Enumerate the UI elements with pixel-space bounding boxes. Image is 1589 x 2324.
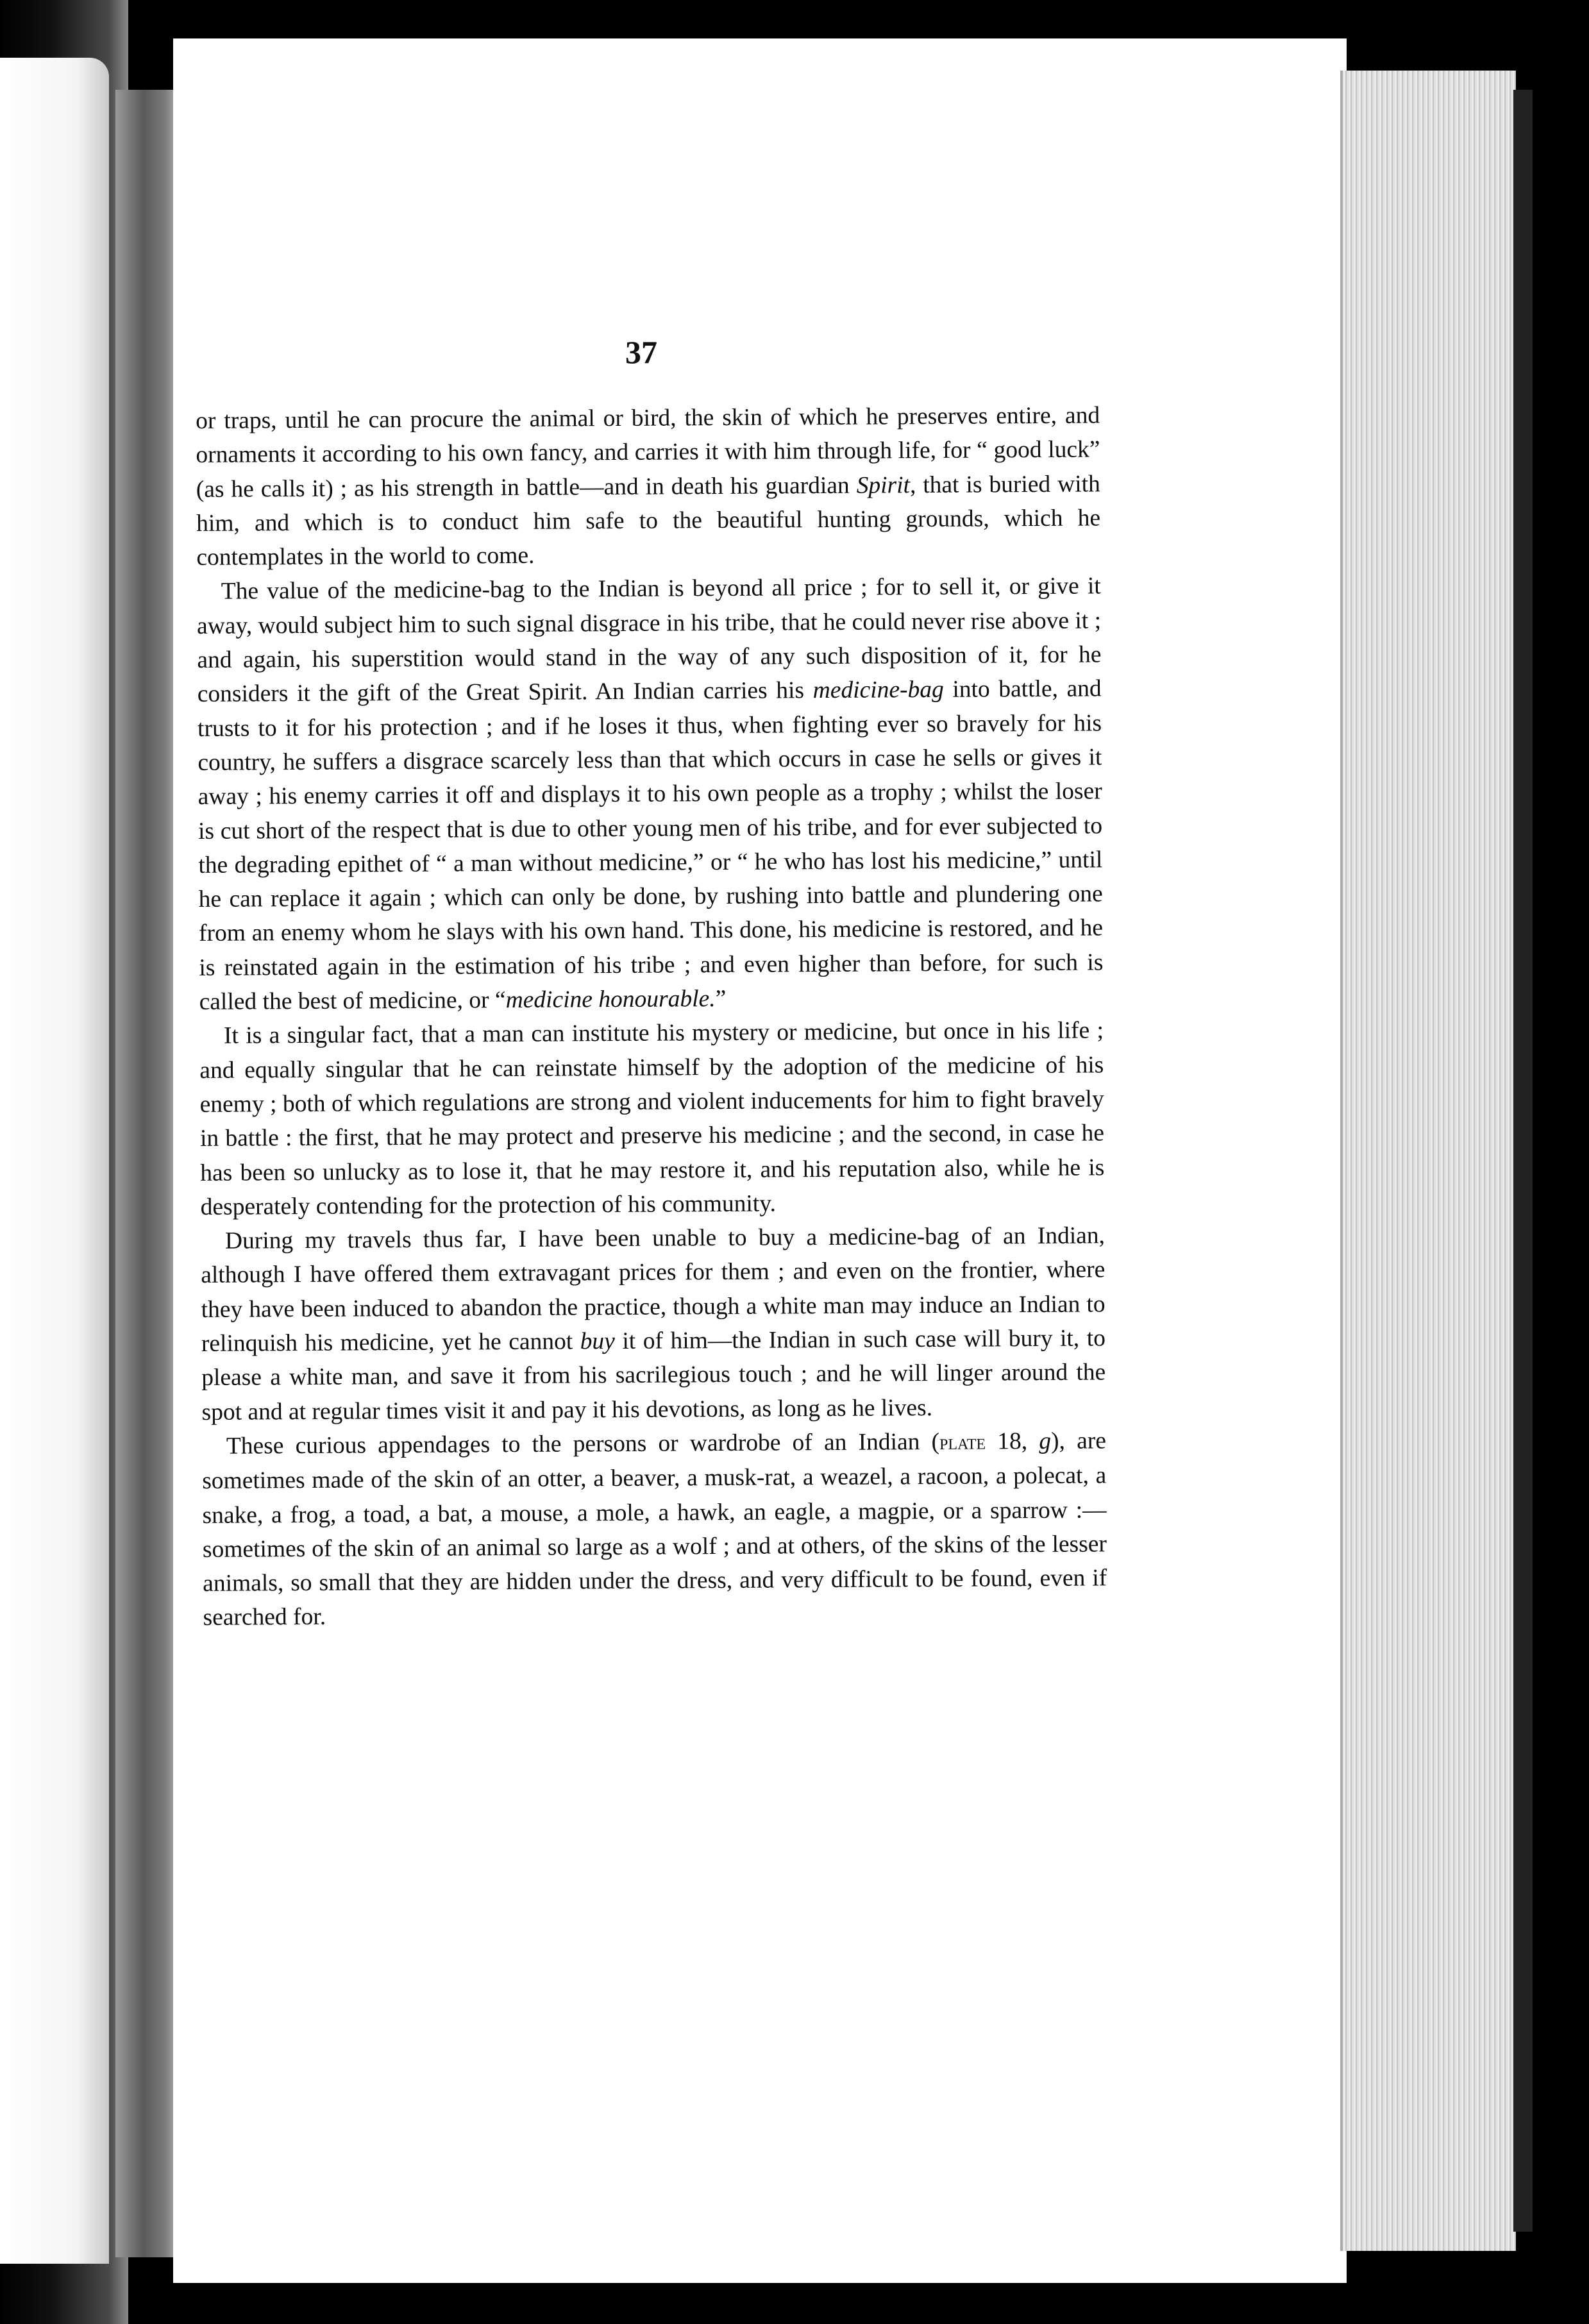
italic-run: g [1039, 1427, 1052, 1454]
text-run: It is a singular fact, that a man can institute his mystery or medicine, but once in his life ; and equally singular that he can reinstate himself by the adoption of the medicine of his enemy ; both of which regulations are strong and violent inducements for him to fight bravely in battle : the first, that he may protect and preserve his medicine ; and the second, in case he has been so unlucky as to lose it, that he may restore it, and his reputation also, while he is desperately contending for the protection of his community. [199, 1017, 1105, 1220]
italic-run: medicine honourable. [505, 986, 716, 1014]
facing-page-edge [0, 58, 109, 2264]
paragraph [196, 398, 1101, 575]
text-run: it of him—the Indian in such case will bury it, to please a white man, and save it from his sacrilegious touch ; and he will linger around the spot and at regular times visit it and pay it his devotions, as long as he lives. [201, 1325, 1106, 1426]
text-run: or traps, until he can procure the animal or bird, the skin of which he preserves entire, and ornaments it according to his own fancy, and carries it with him through life, for “ good luck” (as he calls it) ; as his strength in battle—and in death his guardian [196, 402, 1100, 503]
text-run: into battle, and trusts to it for his protection ; and if he loses it thus, when fighting ever so bravely for his country, he suffers a disgrace scarcely less than that which occurs in case he sells or gives it away ; his enemy carries it off and displays it to his own people as a trophy ; whilst the loser is cut short of the respect that is due to other young men of his tribe, and for ever subjected to the degrading epithet of “ a man without medicine,” or “ he who has lost his medicine,” until he can replace it again ; which can only be done, by rushing into battle and plundering one from an enemy whom he slays with his own hand. This done, his medicine is restored, and he is reinstated again in the estimation of his tribe ; and even higher than before, for such is called the best of medicine, or “ [197, 675, 1104, 1016]
paragraph [202, 1424, 1107, 1635]
paragraph [197, 569, 1104, 1019]
text-run: The value of the medicine-bag to the Indian is beyond all price ; for to sell it, or give it away, would subject him to such signal disgrace in his tribe, that he could never rise above it ; and again, his superstition would stand in the way of any such disposition of it, for he considers it the gift of the Great Spirit. An Indian carries his [196, 573, 1102, 708]
page-fore-edge [1340, 71, 1516, 2251]
text-run: ), are sometimes made of the skin of an otter, a beaver, a musk-rat, a weazel, a racoon, a polecat, a snake, a frog, a toad, a bat, a mouse, a mole, a hawk, an eagle, a magpie, or a sparrow :—sometimes of the skin of an animal so large as a wolf ; and at others, of the skins of the lesser animals, so small that they are hidden under the dress, and very difficult to be found, even if searched for. [202, 1427, 1107, 1631]
text-run: , that is buried with him, and which is to conduct him safe to the beautiful hunting grounds, which he contemplates in the world to come. [196, 470, 1101, 571]
text-run: ” [715, 986, 727, 1013]
text-run: 18, [985, 1427, 1039, 1455]
fore-edge-shadow [1513, 90, 1533, 2232]
paragraph [201, 1218, 1106, 1429]
italic-run: buy [580, 1328, 616, 1355]
body-text [196, 398, 1107, 1635]
paragraph [199, 1014, 1105, 1224]
italic-run: medicine-bag [812, 677, 944, 704]
page-number: 37 [625, 334, 657, 370]
italic-run: Spirit [856, 471, 911, 499]
text-run: During my travels thus far, I have been unable to buy a medicine-bag of an Indian, although I have offered them extravagant prices for them ; and even on the frontier, where they have been induced to abandon the practice, though a white man may induce an Indian to relinquish his medicine, yet he cannot [201, 1222, 1106, 1357]
text-run: These curious appendages to the persons or wardrobe of an Indian ( [226, 1428, 940, 1460]
smallcaps-run: plate [939, 1430, 986, 1454]
